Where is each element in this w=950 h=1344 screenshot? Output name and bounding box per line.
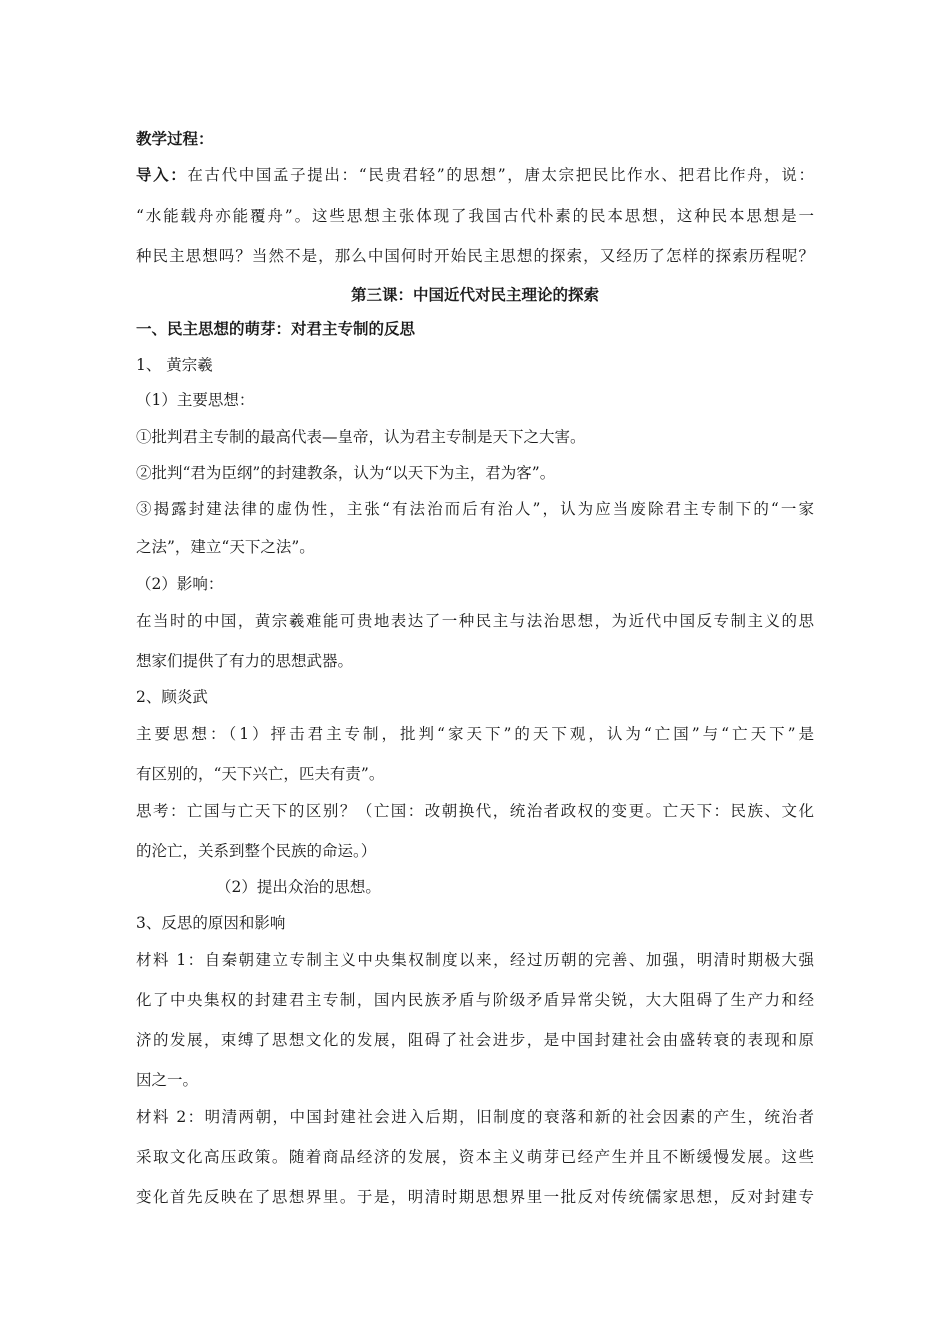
think-line-1: 思考：亡国与亡天下的区别？（亡国：改朝换代，统治者政权的变更。亡天下：民族、文化 bbox=[136, 802, 814, 820]
point-3-line-1: ③揭露封建法律的虚伪性，主张“有法治而后有治人”，认为应当废除君主专制下的“一家 bbox=[136, 500, 814, 518]
material-2-line-1: 材料 2：明清两朝，中国封建社会进入后期，旧制度的衰落和新的社会因素的产生，统治者 bbox=[136, 1108, 814, 1126]
gu-line-1: 主要思想：（1）抨击君主专制，批判“家天下”的天下观，认为“亡国”与“亡天下”是 bbox=[136, 725, 814, 743]
subsection-reasons: 3、反思的原因和影响 bbox=[136, 914, 286, 932]
intro-text-1: 在古代中国孟子提出：“民贵君轻”的思想”，唐太宗把民比作水、把君比作舟，说： bbox=[187, 166, 814, 184]
section-heading: 教学过程： bbox=[136, 129, 214, 148]
material-1-line-2: 化了中央集权的封建君主专制，国内民族矛盾与阶级矛盾异常尖锐，大大阻碍了生产力和经 bbox=[136, 991, 814, 1009]
material-2-line-3: 变化首先反映在了思想界里。于是，明清时期思想界里一批反对传统儒家思想，反对封建专 bbox=[136, 1188, 814, 1206]
gu-line-2: 有区别的，“天下兴亡，匹夫有责”。 bbox=[136, 765, 385, 783]
huang-main-ideas-label: （1）主要思想： bbox=[136, 391, 255, 409]
impact-line-2: 想家们提供了有力的思想武器。 bbox=[136, 652, 354, 670]
material-1-line-4: 因之一。 bbox=[136, 1071, 199, 1089]
point-2: ②批判“君为臣纲”的封建教条，认为“以天下为主，君为客”。 bbox=[136, 464, 556, 482]
huang-impact-label: （2）影响： bbox=[136, 575, 224, 593]
intro-label: 导入： bbox=[136, 165, 188, 184]
gu-point-2: （2）提出众治的思想。 bbox=[216, 878, 381, 896]
subsection-huang: 1、 黄宗羲 bbox=[136, 356, 213, 374]
point-1: ①批判君主专制的最高代表—皇帝，认为君主专制是天下之大害。 bbox=[136, 428, 586, 446]
subsection-gu: 2、顾炎武 bbox=[136, 688, 208, 706]
section-1-heading: 一、民主思想的萌芽：对君主专制的反思 bbox=[136, 319, 416, 338]
point-3-line-2: 之法”，建立“天下之法”。 bbox=[136, 538, 315, 556]
think-line-2: 的沦亡，关系到整个民族的命运。） bbox=[136, 842, 377, 860]
intro-line-1 bbox=[136, 165, 814, 185]
material-1-line-3: 济的发展，束缚了思想文化的发展，阻碍了社会进步，是中国封建社会由盛转衰的表现和原 bbox=[136, 1031, 814, 1049]
intro-line-3: 种民主思想吗？当然不是，那么中国何时开始民主思想的探索，又经历了怎样的探索历程呢？ bbox=[136, 247, 814, 265]
material-2-line-2: 采取文化高压政策。随着商品经济的发展，资本主义萌芽已经产生并且不断缓慢发展。这些 bbox=[136, 1148, 814, 1166]
lesson-title: 第三课：中国近代对民主理论的探索 bbox=[350, 285, 599, 304]
intro-line-2: “水能载舟亦能覆舟”。这些思想主张体现了我国古代朴素的民本思想，这种民本思想是一 bbox=[136, 207, 814, 225]
impact-line-1: 在当时的中国，黄宗羲难能可贵地表达了一种民主与法治思想，为近代中国反专制主义的思 bbox=[136, 612, 814, 630]
material-1-line-1: 材料 1：自秦朝建立专制主义中央集权制度以来，经过历朝的完善、加强，明清时期极大强 bbox=[136, 951, 814, 969]
